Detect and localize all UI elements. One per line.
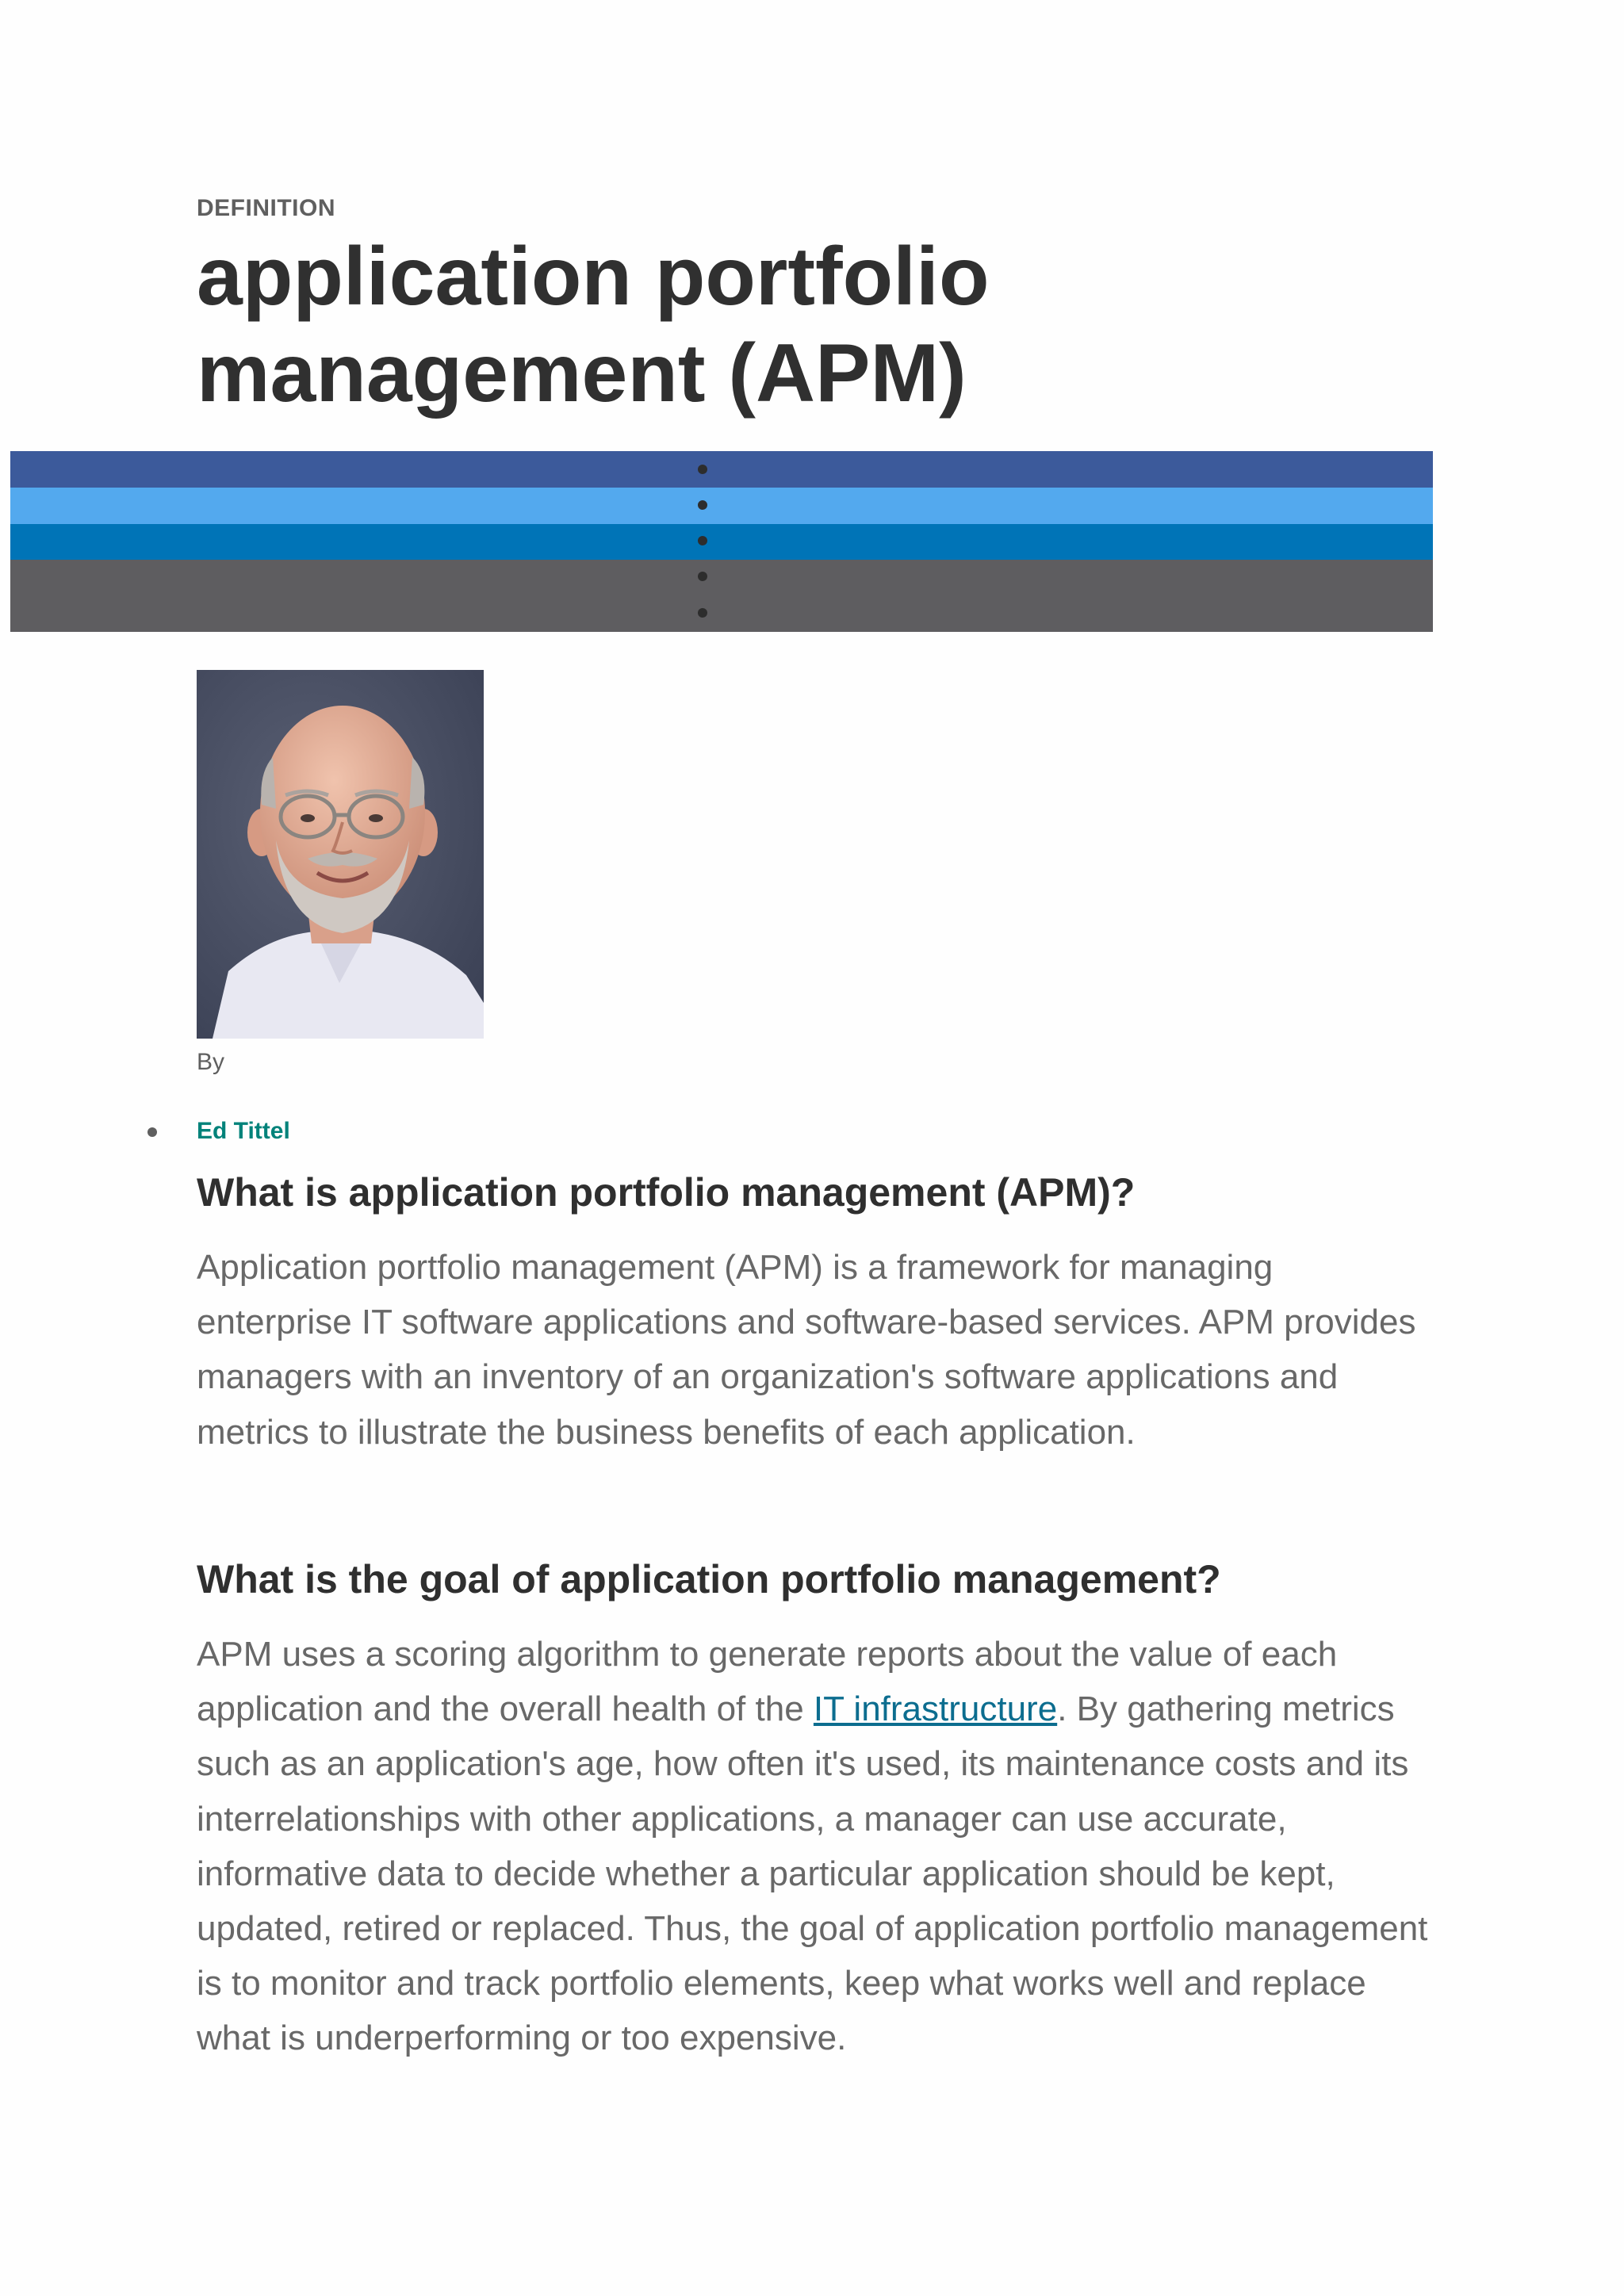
author-portrait-image	[197, 670, 484, 1039]
bullet-dot-icon	[698, 572, 707, 581]
bullet-dot-icon	[698, 500, 707, 510]
paragraph-text: APM uses a scoring algorithm to generate reports about the value of each application and the overall health of the	[197, 1635, 1338, 1729]
byline-prefix: By	[197, 1049, 225, 1075]
section-paragraph	[197, 1627, 1434, 2066]
bullet-dot-icon	[698, 608, 707, 618]
section-heading: What is the goal of application portfolio management?	[197, 1557, 1221, 1601]
section-heading: What is application portfolio management (APM)?	[197, 1170, 1136, 1215]
bullet-dot-icon	[698, 536, 707, 545]
color-band-2	[10, 488, 1433, 524]
color-band-1	[10, 451, 1433, 488]
it-infrastructure-link[interactable]: IT infrastructure	[813, 1689, 1058, 1729]
color-band-3	[10, 524, 1433, 560]
author-list	[0, 1118, 290, 1145]
paragraph-text: . By gathering metrics such as an application's age, how often it's used, its maintenance costs and its interrelationships with other applications, a manager can use accurate, informative data to decide whether a particular application should be kept, updated, retired or replaced. Thus, the goal of application portfolio management is to monitor and track portfolio elements, keep what works well and replace what is underperforming or too expensive.	[197, 1689, 1428, 2058]
bullet-dot-icon	[147, 1127, 157, 1137]
author-photo	[197, 670, 484, 1039]
list-item	[0, 1118, 290, 1145]
section-paragraph: Application portfolio management (APM) is a framework for managing enterprise IT software applications and software-based services. APM provides managers with an inventory of an organization's software applications and metrics to illustrate the business benefits of each application.	[197, 1248, 1416, 1452]
page-title: application portfolio management (APM)	[197, 231, 990, 419]
color-band-4	[10, 560, 1433, 632]
definition-label: DEFINITION	[197, 195, 335, 221]
author-link[interactable]: Ed Tittel	[197, 1118, 290, 1144]
bullet-dot-icon	[698, 465, 707, 474]
